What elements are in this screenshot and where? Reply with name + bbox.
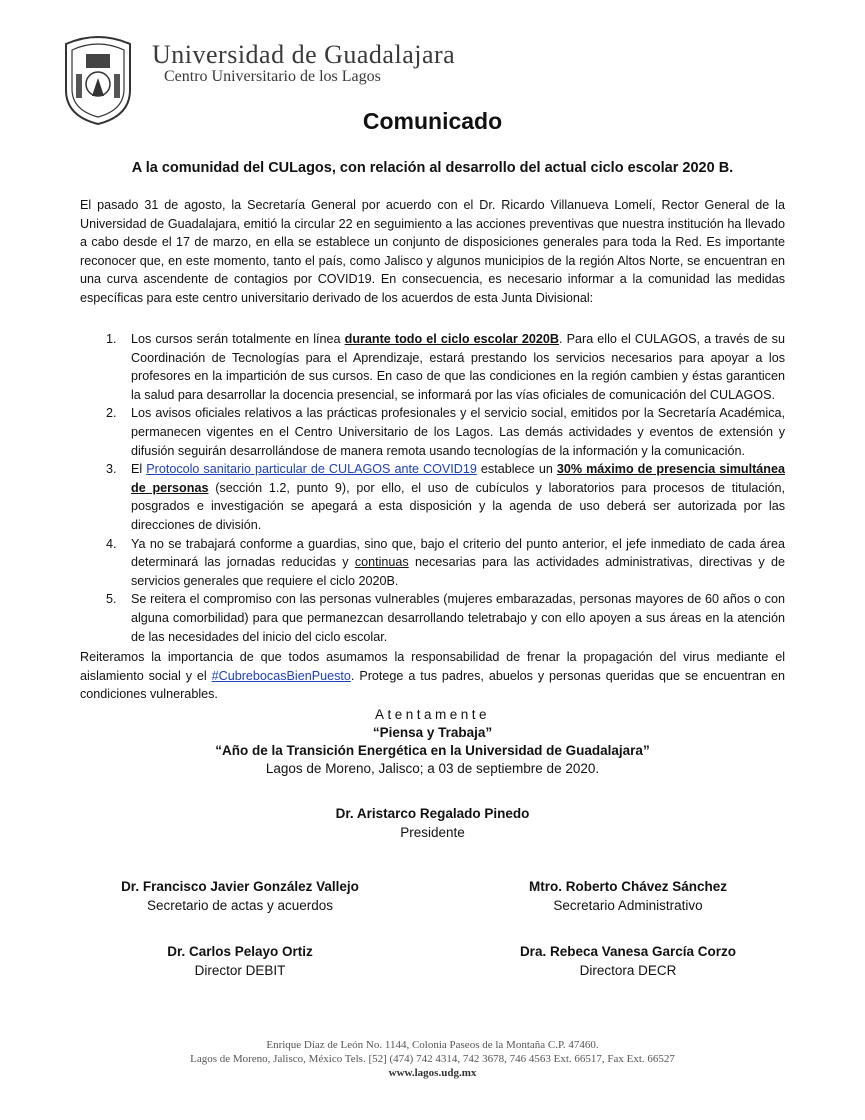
signature-president bbox=[0, 804, 865, 842]
year-motto: “Año de la Transición Energética en la Universidad de Guadalajara” bbox=[215, 743, 650, 758]
footer-phones: Lagos de Moreno, Jalisco, México Tels. [52] (474) 742 4314, 742 3678, 746 4563 Ext. 66517, Fax Ext. 66527 bbox=[190, 1053, 675, 1065]
item-emphasis: durante todo el ciclo escolar 2020B bbox=[344, 332, 559, 346]
university-name-text: Universidad de Guadalajara bbox=[152, 40, 456, 69]
closing-text: . Protege a tus padres, abuelos y personas queridas que se encuentran en condiciones vulnerables. bbox=[80, 668, 785, 702]
item-text: El bbox=[131, 462, 147, 477]
signature-debit bbox=[90, 942, 390, 980]
item-text: (sección 1.2, punto 9), por ello, el uso de cubículos y laboratorios para procesos de titulación, posgrados e investigación se apegará a esta disposición y la agenda de uso deberá ser autorizada por las direcciones de división. bbox=[131, 480, 785, 532]
signatory-name: Dra. Rebeca Vanesa García Corzo bbox=[519, 944, 737, 959]
closing-text: Reiteramos la importancia de que todos asumamos la responsabilidad de frenar la propagación del virus mediante el aislamiento social y el bbox=[80, 650, 785, 683]
closing-paragraph bbox=[80, 648, 785, 704]
intro-paragraph: El pasado 31 de agosto, la Secretaría General por acuerdo con el Dr. Ricardo Villanueva Lomelí, Rector General de la Universidad de Guadalajara, emitió la circular 22 en seguimiento a las acciones preventivas que nuestra institución ha llevado a cabo desde el 17 de marzo, en ella se establece un conjunto de disposiciones generales para toda la Red. Es importante reconocer que, en este momento, tanto el país, como Jalisco y algunos municipios de la región Altos Norte, se encuentran en una curva ascendente de contagios por COVID19. En consecuencia, es necesario informar a la comunidad las medidas específicas para este centro universitario derivado de los acuerdos de esta Junta Divisional: bbox=[80, 198, 785, 305]
list-number: 5. bbox=[106, 592, 117, 607]
place-date: Lagos de Moreno, Jalisco; a 03 de septiembre de 2020. bbox=[265, 761, 600, 776]
item-text: Ya no se trabajará conforme a guardias, sino que, bajo el criterio del punto anterior, el jefe inmediato de cada área determinará las jornadas reducidas y bbox=[131, 536, 785, 570]
list-number: 4. bbox=[106, 536, 117, 551]
footer bbox=[0, 1038, 865, 1080]
item-text: . Para ello el CULAGOS, a través de su Coordinación de Tecnologías para el Aprendizaje, estará prestando los servicios necesarios para apoyar a los profesores en la impartición de sus cursos. En caso de que las condiciones en la región cambien y éstas garanticen la salud para desarrollar la docencia presencial, se informará por las vías oficiales de comunicación del CULAGOS. bbox=[131, 332, 785, 402]
document-title: Comunicado bbox=[362, 108, 503, 134]
list-item bbox=[80, 404, 785, 460]
signatory-role: Directora DECR bbox=[579, 963, 677, 978]
list-item bbox=[80, 590, 785, 646]
signatory-role: Secretario Administrativo bbox=[553, 898, 703, 913]
list-number: 1. bbox=[106, 332, 117, 346]
signature-secretary bbox=[90, 877, 390, 915]
signatory-name: Dr. Carlos Pelayo Ortiz bbox=[167, 944, 313, 959]
item-text: establece un bbox=[476, 462, 557, 477]
item-text: Los cursos serán totalmente en línea bbox=[131, 332, 345, 346]
list-item bbox=[80, 460, 785, 534]
motto: “Piensa y Trabaja” bbox=[372, 725, 493, 740]
atentamente: Atentamente bbox=[374, 707, 491, 722]
item-emphasis: 30% máximo de presencia simultánea de personas bbox=[131, 462, 786, 495]
protocol-link[interactable]: Protocolo sanitario particular de CULAGOS ante COVID19 bbox=[146, 462, 477, 477]
list-number: 2. bbox=[106, 406, 117, 421]
signatory-role: Presidente bbox=[400, 825, 465, 840]
signatory-name: Mtro. Roberto Chávez Sánchez bbox=[528, 879, 728, 894]
item-underlined: continuas bbox=[354, 555, 409, 570]
list-number: 3. bbox=[106, 462, 117, 477]
item-text: Los avisos oficiales relativos a las prácticas profesionales y el servicio social, emitidos por la Secretaría Académica, permanecen vigentes en el Centro Universitario de los Lagos. Las demás actividades y eventos de extensión y difusión seguirán desarrollándose de manera remota usando tecnologías de la información y la comunicación. bbox=[131, 406, 785, 458]
document-subtitle: A la comunidad del CULagos, con relación al desarrollo del actual ciclo escolar 2020 B. bbox=[131, 160, 734, 176]
item-text: necesarias para las actividades administrativas, directivas y de servicios generales que requiere el ciclo 2020B. bbox=[131, 555, 785, 588]
signatory-role: Secretario de actas y acuerdos bbox=[146, 898, 334, 913]
hashtag-link[interactable]: #CubrebocasBienPuesto bbox=[211, 668, 351, 683]
signatory-name: Dr. Francisco Javier González Vallejo bbox=[121, 879, 359, 894]
campus-name: Centro Universitario de los Lagos bbox=[164, 68, 381, 85]
measures-list bbox=[80, 330, 785, 646]
signatory-name: Dr. Aristarco Regalado Pinedo bbox=[335, 806, 530, 821]
list-item bbox=[80, 330, 785, 404]
signature-admin bbox=[478, 877, 778, 915]
footer-address: Enrique Díaz de León No. 1144, Colonia Paseos de la Montaña C.P. 47460. bbox=[266, 1039, 599, 1051]
footer-website[interactable]: www.lagos.udg.mx bbox=[388, 1067, 477, 1079]
signature-decr bbox=[478, 942, 778, 980]
signatory-role: Director DEBIT bbox=[194, 963, 286, 978]
list-item bbox=[80, 535, 785, 591]
item-text: Se reitera el compromiso con las personas vulnerables (mujeres embarazadas, personas mayores de 60 años o con alguna comorbilidad) para que permanezcan desarrollando teletrabajo y con ello apoyen a sus áreas en la atención de las necesidades del inicio del ciclo escolar. bbox=[131, 592, 785, 644]
university-name bbox=[152, 40, 455, 70]
